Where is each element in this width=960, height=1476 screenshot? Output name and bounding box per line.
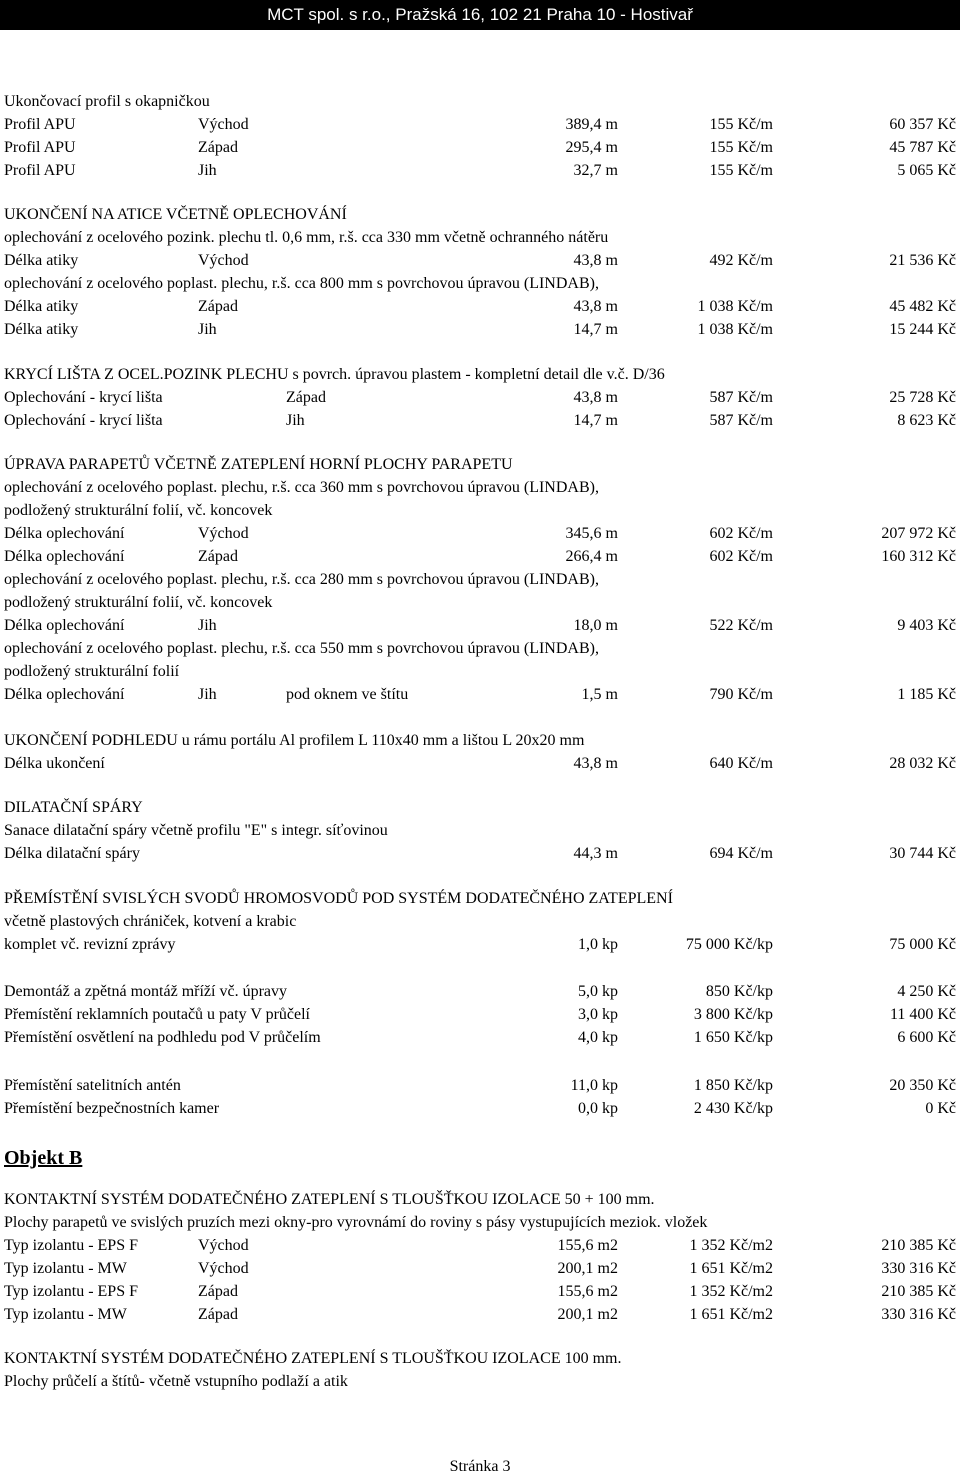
item-side: Jih — [198, 162, 217, 179]
item-quantity: 32,7 m — [573, 162, 618, 179]
item-unit-price: 155 Kč/m — [709, 116, 773, 133]
table-row — [0, 1259, 960, 1279]
page-number: Stránka 3 — [449, 1458, 511, 1475]
item-total: 8 623 Kč — [897, 412, 956, 429]
item-description: komplet vč. revizní zprávy — [4, 936, 176, 953]
text-line: Sanace dilatační spáry včetně profilu "E" s integr. síťovinou — [4, 822, 388, 839]
table-row — [0, 1076, 960, 1096]
item-unit-price: 694 Kč/m — [709, 845, 773, 862]
item-description: Typ izolantu - MW — [4, 1260, 127, 1277]
item-quantity: 200,1 m2 — [557, 1306, 618, 1323]
item-side: Západ — [198, 298, 238, 315]
item-description: Oplechování - krycí lišta — [4, 412, 163, 429]
table-row — [0, 320, 960, 340]
text-line: DILATAČNÍ SPÁRY — [4, 799, 143, 816]
item-total: 0 Kč — [925, 1100, 956, 1117]
item-description: Délka oplechování — [4, 686, 125, 703]
item-unit-price: 75 000 Kč/kp — [685, 936, 773, 953]
item-unit-price: 850 Kč/kp — [705, 983, 773, 1000]
item-quantity: 200,1 m2 — [557, 1260, 618, 1277]
item-unit-price: 602 Kč/m — [709, 548, 773, 565]
table-row — [0, 1236, 960, 1256]
item-total: 20 350 Kč — [889, 1077, 956, 1094]
item-quantity: 43,8 m — [573, 252, 618, 269]
item-side: Jih — [198, 686, 217, 703]
item-side: Východ — [198, 252, 249, 269]
item-quantity: 44,3 m — [573, 845, 618, 862]
item-quantity: 1,0 kp — [578, 936, 618, 953]
item-unit-price: 1 352 Kč/m2 — [689, 1283, 773, 1300]
table-row — [0, 1005, 960, 1025]
item-description: Demontáž a zpětná montáž mříží vč. úpravy — [4, 983, 287, 1000]
item-quantity: 43,8 m — [573, 298, 618, 315]
item-total: 330 316 Kč — [881, 1260, 956, 1277]
item-side: Východ — [198, 116, 249, 133]
item-side: Jih — [286, 412, 305, 429]
item-description: Délka oplechování — [4, 525, 125, 542]
text-line: včetně plastových chrániček, kotvení a krabic — [4, 913, 297, 930]
item-side: Západ — [286, 389, 326, 406]
item-quantity: 14,7 m — [573, 412, 618, 429]
item-quantity: 43,8 m — [573, 389, 618, 406]
item-total: 15 244 Kč — [889, 321, 956, 338]
item-quantity: 266,4 m — [565, 548, 618, 565]
item-side: Jih — [198, 321, 217, 338]
table-row — [0, 388, 960, 408]
table-row — [0, 616, 960, 636]
text-line: PŘEMÍSTĚNÍ SVISLÝCH SVODŮ HROMOSVODŮ POD SYSTÉM DODATEČNÉHO ZATEPLENÍ — [4, 890, 673, 907]
item-side: Západ — [198, 1306, 238, 1323]
table-row — [0, 547, 960, 567]
item-quantity: 155,6 m2 — [557, 1237, 618, 1254]
item-description: Délka atiky — [4, 298, 79, 315]
item-unit-price: 1 651 Kč/m2 — [689, 1306, 773, 1323]
item-quantity: 389,4 m — [565, 116, 618, 133]
text-line: oplechování z ocelového poplast. plechu, r.š. cca 360 mm s povrchovou úpravou (LINDAB), — [4, 479, 599, 496]
text-line: KONTAKTNÍ SYSTÉM DODATEČNÉHO ZATEPLENÍ S TLOUŠŤKOU IZOLACE 100 mm. — [4, 1350, 622, 1367]
table-row — [0, 115, 960, 135]
table-row — [0, 754, 960, 774]
item-description: Oplechování - krycí lišta — [4, 389, 163, 406]
item-total: 1 185 Kč — [897, 686, 956, 703]
text-line: oplechování z ocelového pozink. plechu tl. 0,6 mm, r.š. cca 330 mm včetně ochranného nátěru — [4, 229, 609, 246]
item-unit-price: 2 430 Kč/kp — [693, 1100, 773, 1117]
text-line: oplechování z ocelového poplast. plechu, r.š. cca 550 mm s povrchovou úpravou (LINDAB), — [4, 640, 599, 657]
item-total: 11 400 Kč — [889, 1006, 956, 1023]
item-quantity: 295,4 m — [565, 139, 618, 156]
item-unit-price: 602 Kč/m — [709, 525, 773, 542]
table-row — [0, 161, 960, 181]
item-quantity: 3,0 kp — [578, 1006, 618, 1023]
text-line: KRYCÍ LIŠTA Z OCEL.POZINK PLECHU s povrch. úpravou plastem - kompletní detail dle v.č. D/36 — [4, 366, 665, 383]
item-unit-price: 155 Kč/m — [709, 162, 773, 179]
item-total: 45 787 Kč — [889, 139, 956, 156]
table-row — [0, 251, 960, 271]
item-description: Přemístění reklamních poutačů u paty V průčelí — [4, 1006, 310, 1023]
item-total: 28 032 Kč — [889, 755, 956, 772]
item-total: 6 600 Kč — [897, 1029, 956, 1046]
item-quantity: 14,7 m — [573, 321, 618, 338]
item-unit-price: 640 Kč/m — [709, 755, 773, 772]
text-line: Plochy parapetů ve svislých pruzích mezi okny-pro vyrovnámí do roviny s pásy vystupujících meziok. vložek — [4, 1214, 708, 1231]
table-row — [0, 844, 960, 864]
item-unit-price: 1 038 Kč/m — [697, 298, 773, 315]
text-line: Plochy průčelí a štítů- včetně vstupního podlaží a atik — [4, 1373, 348, 1390]
item-unit-price: 492 Kč/m — [709, 252, 773, 269]
item-description: Délka oplechování — [4, 617, 125, 634]
item-description: Typ izolantu - EPS F — [4, 1283, 138, 1300]
item-description: Typ izolantu - MW — [4, 1306, 127, 1323]
text-line: oplechování z ocelového poplast. plechu, r.š. cca 800 mm s povrchovou úpravou (LINDAB), — [4, 275, 599, 292]
item-total: 4 250 Kč — [897, 983, 956, 1000]
item-quantity: 155,6 m2 — [557, 1283, 618, 1300]
text-line: podložený strukturální folií — [4, 663, 180, 680]
item-quantity: 1,5 m — [581, 686, 618, 703]
item-description: Přemístění bezpečnostních kamer — [4, 1100, 220, 1117]
item-unit-price: 790 Kč/m — [709, 686, 773, 703]
item-side: Východ — [198, 525, 249, 542]
item-unit-price: 522 Kč/m — [709, 617, 773, 634]
item-unit-price: 1 038 Kč/m — [697, 321, 773, 338]
item-total: 330 316 Kč — [881, 1306, 956, 1323]
table-row — [0, 1028, 960, 1048]
item-total: 30 744 Kč — [889, 845, 956, 862]
document-header: MCT spol. s r.o., Pražská 16, 102 21 Praha 10 - Hostivař — [0, 0, 960, 30]
item-unit-price: 587 Kč/m — [709, 412, 773, 429]
item-description: Délka dilatační spáry — [4, 845, 140, 862]
table-row — [0, 1305, 960, 1325]
table-row — [0, 1282, 960, 1302]
item-unit-price: 1 650 Kč/kp — [693, 1029, 773, 1046]
text-line: Ukončovací profil s okapničkou — [4, 93, 210, 110]
text-line: KONTAKTNÍ SYSTÉM DODATEČNÉHO ZATEPLENÍ S TLOUŠŤKOU IZOLACE 50 + 100 mm. — [4, 1191, 655, 1208]
item-total: 21 536 Kč — [889, 252, 956, 269]
item-unit-price: 3 800 Kč/kp — [693, 1006, 773, 1023]
item-side: Východ — [198, 1260, 249, 1277]
item-description: Délka oplechování — [4, 548, 125, 565]
item-total: 207 972 Kč — [881, 525, 956, 542]
item-description: Profil APU — [4, 139, 76, 156]
item-side: Západ — [198, 1283, 238, 1300]
item-quantity: 11,0 kp — [570, 1077, 618, 1094]
table-row — [0, 524, 960, 544]
table-row — [0, 982, 960, 1002]
text-line: ÚPRAVA PARAPETŮ VČETNĚ ZATEPLENÍ HORNÍ PLOCHY PARAPETU — [4, 456, 513, 473]
item-side: Západ — [198, 139, 238, 156]
item-side: Jih — [198, 617, 217, 634]
item-side: Západ — [198, 548, 238, 565]
item-unit-price: 155 Kč/m — [709, 139, 773, 156]
item-total: 75 000 Kč — [889, 936, 956, 953]
item-description: Profil APU — [4, 116, 76, 133]
table-row — [0, 685, 960, 705]
item-quantity: 0,0 kp — [578, 1100, 618, 1117]
item-total: 210 385 Kč — [881, 1283, 956, 1300]
table-row — [0, 138, 960, 158]
item-description: Délka atiky — [4, 252, 79, 269]
text-line: oplechování z ocelového poplast. plechu, r.š. cca 280 mm s povrchovou úpravou (LINDAB), — [4, 571, 599, 588]
item-unit-price: 1 850 Kč/kp — [693, 1077, 773, 1094]
text-line: podložený strukturální folií, vč. koncovek — [4, 502, 273, 519]
item-total: 45 482 Kč — [889, 298, 956, 315]
item-unit-price: 587 Kč/m — [709, 389, 773, 406]
item-description: Přemístění osvětlení na podhledu pod V průčelím — [4, 1029, 321, 1046]
item-unit-price: 1 352 Kč/m2 — [689, 1237, 773, 1254]
text-line: UKONČENÍ NA ATICE VČETNĚ OPLECHOVÁNÍ — [4, 206, 347, 223]
text-line: podložený strukturální folií, vč. koncovek — [4, 594, 273, 611]
item-unit-price: 1 651 Kč/m2 — [689, 1260, 773, 1277]
item-quantity: 43,8 m — [573, 755, 618, 772]
item-total: 60 357 Kč — [889, 116, 956, 133]
item-description: Délka atiky — [4, 321, 79, 338]
item-description: Přemístění satelitních antén — [4, 1077, 181, 1094]
item-quantity: 18,0 m — [573, 617, 618, 634]
item-side: Východ — [198, 1237, 249, 1254]
table-row — [0, 411, 960, 431]
item-quantity: 4,0 kp — [578, 1029, 618, 1046]
table-row — [0, 1099, 960, 1119]
item-description: Profil APU — [4, 162, 76, 179]
table-row — [0, 935, 960, 955]
item-note: pod oknem ve štítu — [286, 686, 409, 703]
item-quantity: 5,0 kp — [578, 983, 618, 1000]
item-quantity: 345,6 m — [565, 525, 618, 542]
item-description: Typ izolantu - EPS F — [4, 1237, 138, 1254]
item-description: Délka ukončení — [4, 755, 105, 772]
item-total: 5 065 Kč — [897, 162, 956, 179]
section-heading: Objekt B — [4, 1147, 83, 1169]
item-total: 9 403 Kč — [897, 617, 956, 634]
text-line: UKONČENÍ PODHLEDU u rámu portálu Al profilem L 110x40 mm a lištou L 20x20 mm — [4, 732, 585, 749]
item-total: 25 728 Kč — [889, 389, 956, 406]
item-total: 160 312 Kč — [881, 548, 956, 565]
table-row — [0, 297, 960, 317]
item-total: 210 385 Kč — [881, 1237, 956, 1254]
